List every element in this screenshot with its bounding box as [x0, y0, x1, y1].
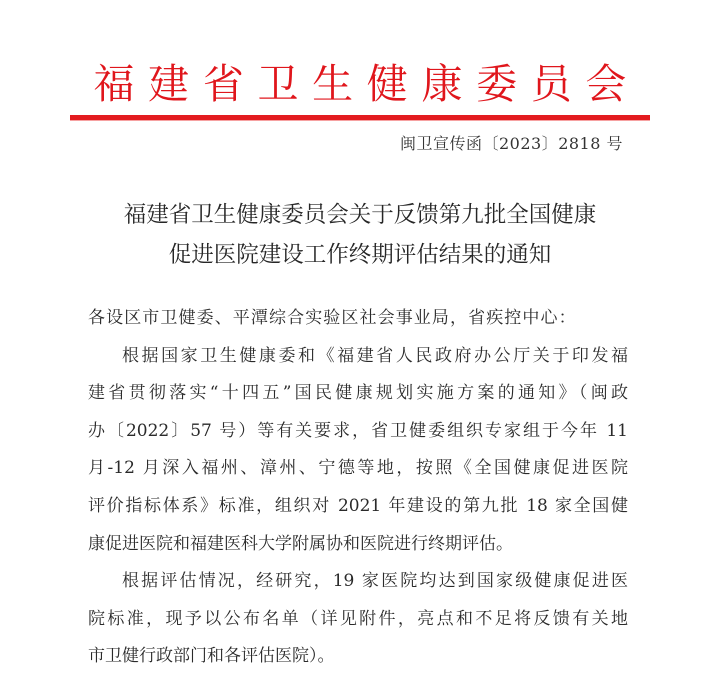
salutation: 各设区市卫健委、平潭综合实验区社会事业局，省疾控中心：	[88, 308, 577, 328]
paragraph	[88, 563, 628, 676]
issuing-organization-header	[90, 58, 630, 110]
header-char: 卫	[257, 60, 299, 108]
header-char: 建	[148, 60, 190, 108]
paragraph-line: 办〔2022〕57 号）等有关要求，省卫健委组织专家组于今年 11	[88, 420, 628, 441]
paragraph-line: 市卫健行政部门和各评估医院）。	[88, 646, 335, 667]
header-char: 会	[585, 60, 627, 108]
title-line: 促进医院建设工作终期评估结果的通知	[168, 242, 552, 268]
red-header-rule	[70, 115, 650, 120]
paragraph-line: 根据评估情况，经研究，19 家医院均达到国家级健康促进医	[122, 571, 628, 592]
header-char: 福	[93, 60, 135, 108]
document-title	[60, 195, 660, 275]
paragraph-line: 根据国家卫生健康委和《福建省人民政府办公厅关于印发福	[122, 345, 628, 366]
header-char: 健	[366, 60, 408, 108]
header-char: 生	[312, 60, 354, 108]
header-char: 委	[476, 60, 518, 108]
paragraph-line: 建省贯彻落实“十四五”国民健康规划实施方案的通知》（闽政	[88, 383, 628, 404]
header-char: 员	[530, 60, 572, 108]
document-number: 闽卫宣传函〔2023〕2818 号	[399, 134, 623, 153]
paragraph-line: 康促进医院和福建医科大学附属协和医院进行终期评估。	[88, 533, 513, 554]
document-body	[88, 300, 628, 676]
paragraph-line: 月-12 月深入福州、漳州、宁德等地，按照《全国健康促进医院	[88, 458, 628, 479]
paragraph-line: 院标准，现予以公布名单（详见附件，亮点和不足将反馈有关地	[88, 608, 628, 629]
paragraph-line: 评价指标体系》标准，组织对 2021 年建设的第九批 18 家全国健	[88, 495, 628, 516]
header-char: 康	[421, 60, 463, 108]
paragraph	[88, 338, 628, 564]
header-char: 省	[202, 60, 244, 108]
title-line: 福建省卫生健康委员会关于反馈第九批全国健康	[123, 202, 597, 228]
